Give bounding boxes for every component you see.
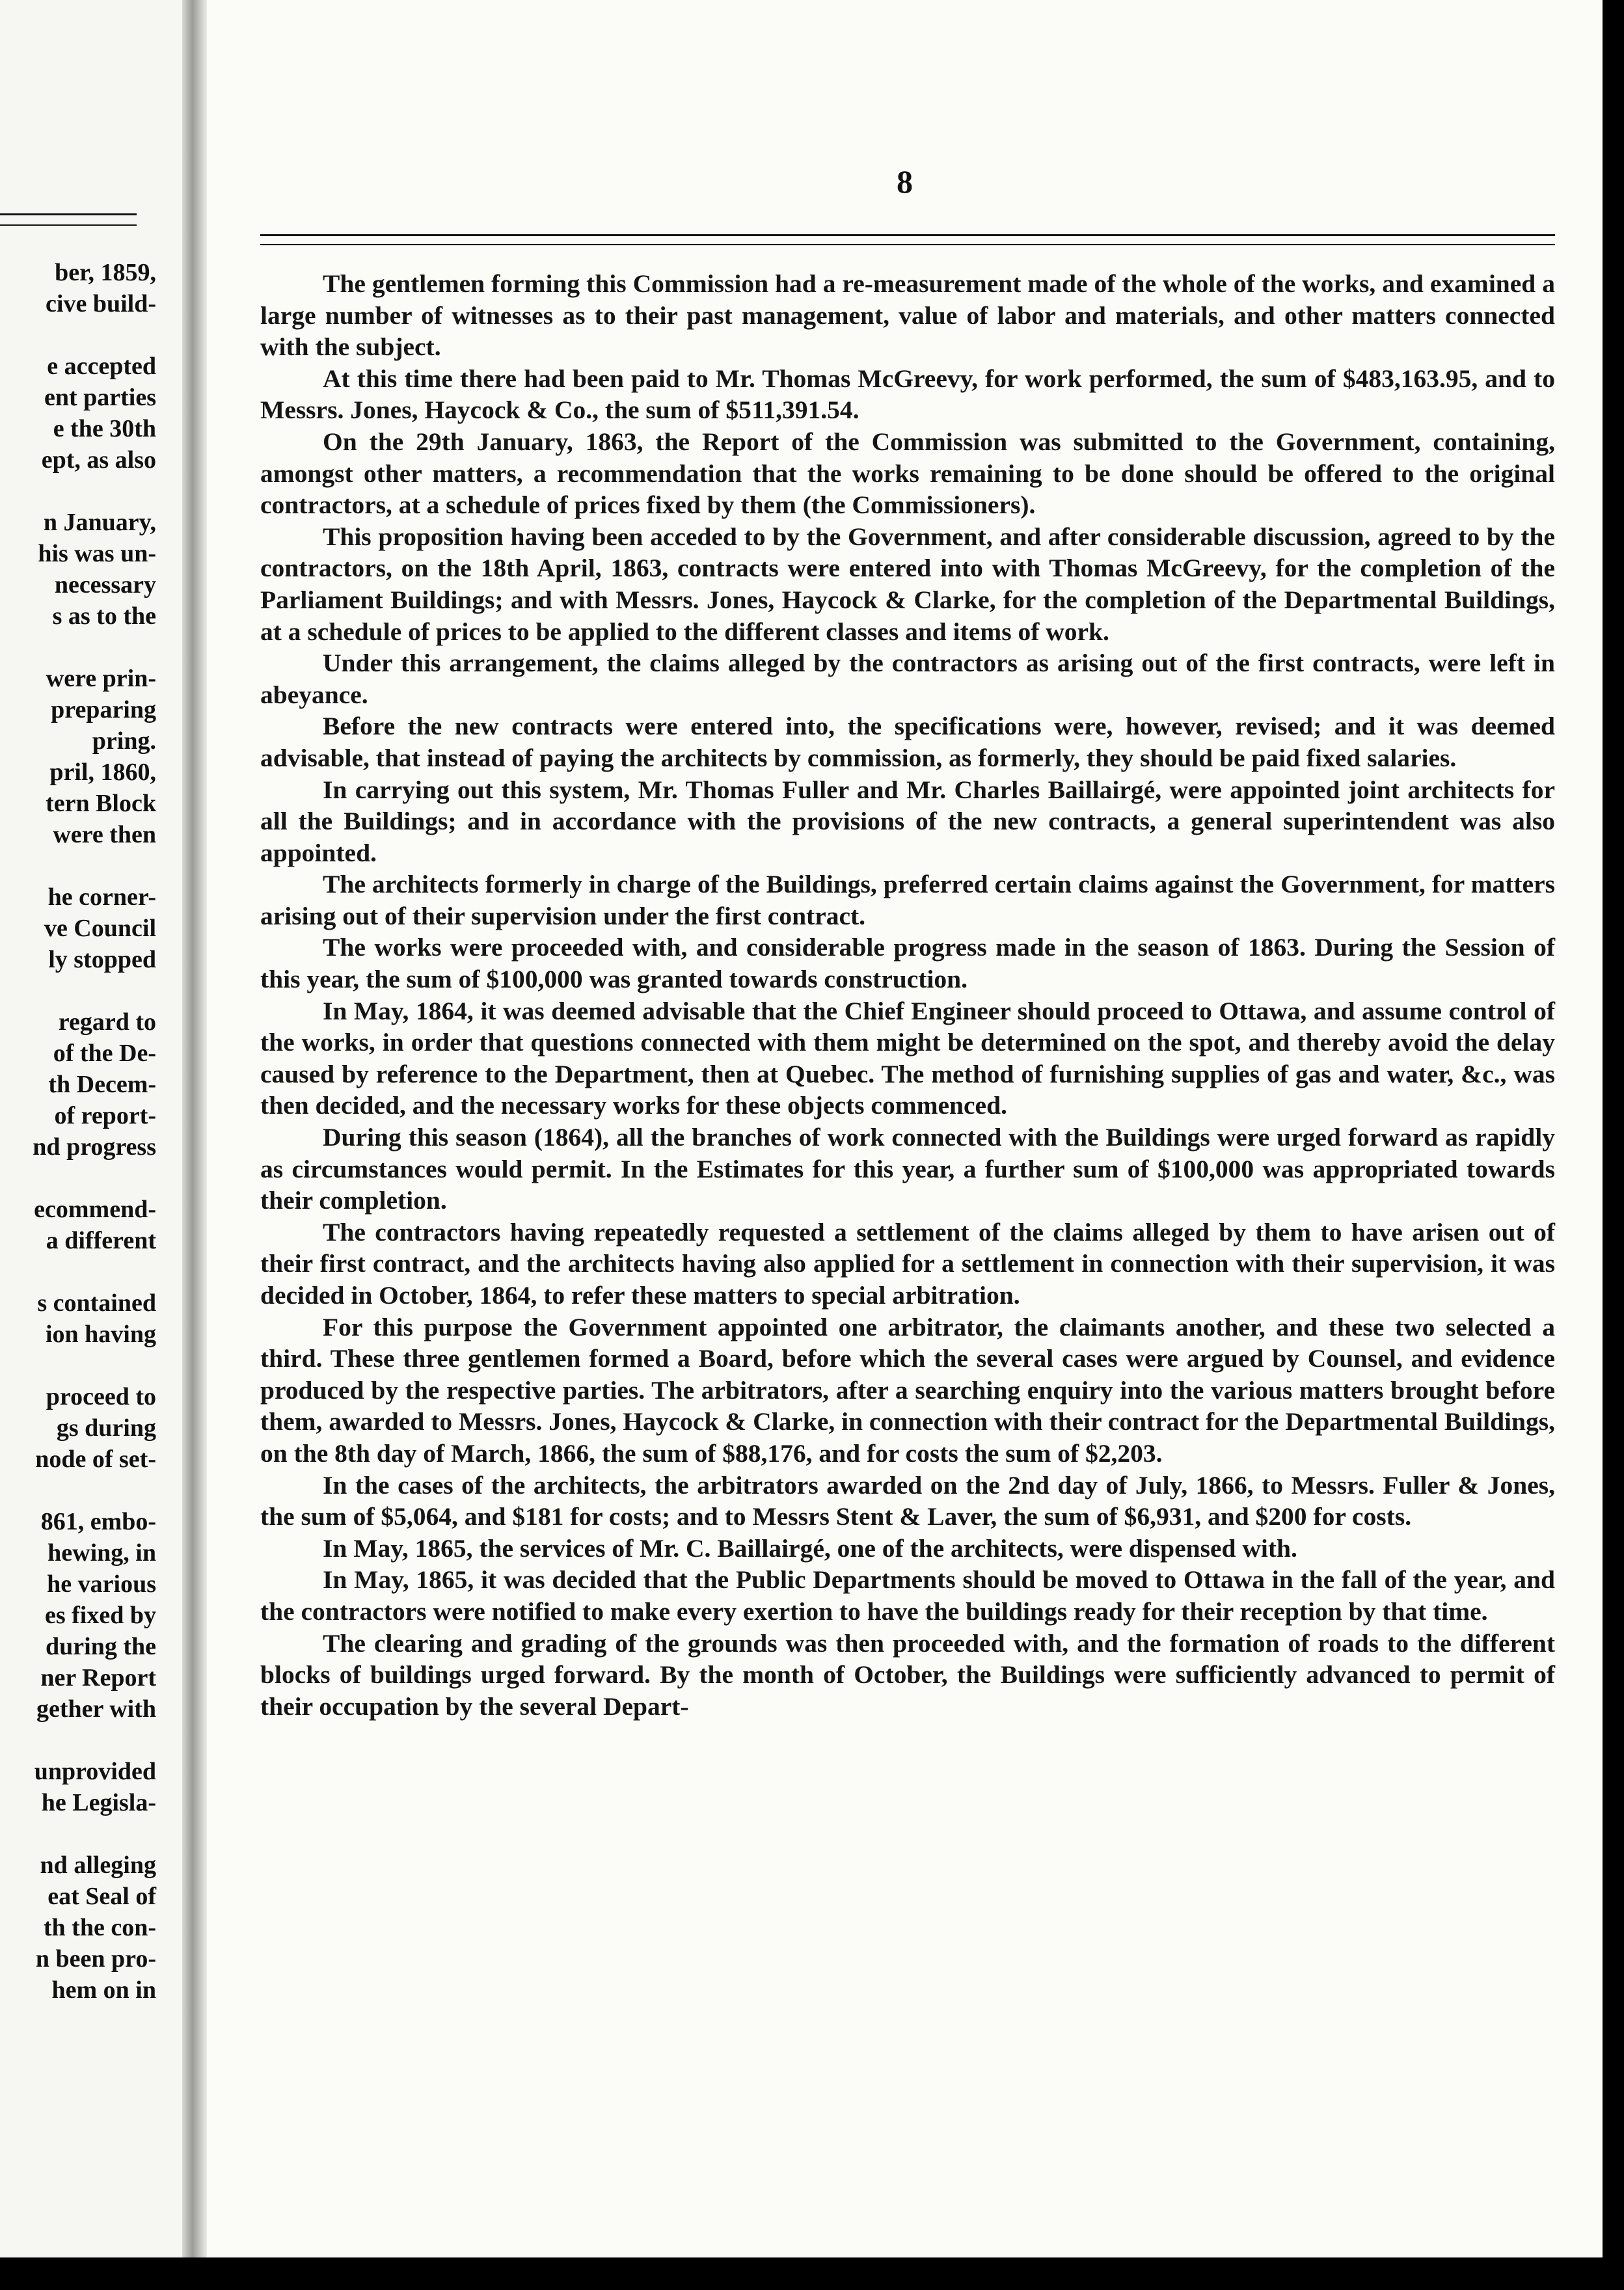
paragraph: In May, 1865, it was decided that the Public Departments should be moved to Ottawa in the fall of the year, and the contractors were notified to make every exertion to have the buildings ready for their reception by that time. bbox=[260, 1565, 1555, 1626]
paragraph: The works were proceeded with, and considerable progress made in the season of 1863. During the Session of this year, the sum of $100,000 was granted towards construction. bbox=[260, 933, 1555, 994]
paragraph: In the cases of the architects, the arbitrators awarded on the 2nd day of July, 1866, to Messrs. Fuller & Jones, the sum of $5,064, and $181 for costs; and to Messrs Stent & Laver, the sum of $6,931, and $200 for costs. bbox=[260, 1470, 1555, 1531]
facing-page-line: ion having bbox=[45, 1321, 156, 1348]
facing-page-line: he corner- bbox=[47, 883, 156, 911]
facing-page-line: e the 30th bbox=[53, 415, 156, 442]
paragraph: At this time there had been paid to Mr. Thomas McGreevy, for work performed, the sum of $483,163.95, and to Messrs. Jones, Haycock & Co., the sum of $511,391.54. bbox=[260, 364, 1555, 425]
facing-page-line: 861, embo- bbox=[40, 1508, 156, 1535]
facing-page-line: unprovided bbox=[34, 1758, 156, 1785]
scan-border bbox=[0, 2257, 1624, 2290]
facing-page-line: ber, 1859, bbox=[55, 259, 156, 286]
facing-page-line: s contained bbox=[37, 1289, 156, 1317]
facing-page-line: s as to the bbox=[52, 602, 156, 630]
facing-page-line: proceed to bbox=[46, 1383, 156, 1410]
paragraph: The gentlemen forming this Commission had a re-measurement made of the whole of the works, and examined a large number of witnesses as to their past management, value of labor and materials, and other matters connected with the subject. bbox=[260, 269, 1555, 362]
facing-page-line: preparing bbox=[51, 696, 156, 723]
facing-page-line: nd progress bbox=[33, 1133, 156, 1161]
facing-page-line: ly stopped bbox=[48, 946, 156, 973]
facing-page-line: ve Council bbox=[44, 915, 156, 942]
facing-page-line: pril, 1860, bbox=[49, 759, 156, 786]
facing-page-line: eat Seal of bbox=[47, 1883, 156, 1910]
facing-page-line: during the bbox=[46, 1633, 156, 1660]
facing-page-line: th the con- bbox=[43, 1914, 156, 1941]
facing-page-line: cive build- bbox=[46, 290, 156, 317]
facing-page-line: e accepted bbox=[47, 353, 156, 380]
paragraph: For this purpose the Government appointed one arbitrator, the claimants another, and these two selected a third. These three gentlemen formed a Board, before which the several cases were argued by Counsel, and evidence produced by the respective parties. The arbitrators, after a searching enquiry into the various matters brought before them, awarded to Messrs. Jones, Haycock & Clarke, in connection with their contract for the Departmental Buildings, on the 8th day of March, 1866, the sum of $88,176, and for costs the sum of $2,203. bbox=[260, 1312, 1555, 1468]
facing-page-line: were prin- bbox=[46, 665, 156, 692]
facing-page-line: he Legisla- bbox=[41, 1789, 156, 1816]
facing-page-line: necessary bbox=[54, 571, 156, 599]
facing-page-line: es fixed by bbox=[45, 1602, 156, 1629]
facing-page-line: n January, bbox=[43, 509, 156, 536]
header-rule bbox=[260, 234, 1555, 245]
facing-page-line: of the De- bbox=[53, 1040, 156, 1067]
body-text bbox=[260, 268, 1555, 1722]
facing-page-line: pring. bbox=[92, 727, 156, 755]
facing-page-line: ent parties bbox=[44, 384, 156, 411]
paragraph: In carrying out this system, Mr. Thomas Fuller and Mr. Charles Baillairgé, were appointed joint architects for all the Buildings; and in accordance with the provisions of the new contracts, a general superintendent was also appointed. bbox=[260, 775, 1555, 867]
facing-page-line: tern Block bbox=[46, 790, 156, 817]
facing-page-line: gs during bbox=[56, 1414, 156, 1442]
paragraph: In May, 1864, it was deemed advisable that the Chief Engineer should proceed to Ottawa, and assume control of the works, in order that questions connected with them might be determined on the spot, and thereby avoid the delay caused by reference to the Department, then at Quebec. The method of furnishing supplies of gas and water, &c., was then decided, and the necessary works for these objects commenced. bbox=[260, 996, 1555, 1120]
facing-page-line: ept, as also bbox=[41, 446, 156, 474]
facing-page-line: ner Report bbox=[40, 1664, 156, 1691]
paragraph: This proposition having been acceded to by the Government, and after considerable discussion, agreed to by the contractors, on the 18th April, 1863, contracts were entered into with Thomas McGreevy, for the completion of the Parliament Buildings; and with Messrs. Jones, Haycock & Clarke, for the completion of the Departmental Buildings, at a schedule of prices to be applied to the different classes and items of work. bbox=[260, 522, 1555, 646]
facing-page-line: regard to bbox=[58, 1008, 156, 1036]
facing-page-line: n been pro- bbox=[35, 1945, 156, 1973]
paragraph: The clearing and grading of the grounds was then proceeded with, and the formation of roads to the different blocks of buildings urged forward. By the month of October, the Buildings were sufficiently advanced to permit of their occupation by the several Depart- bbox=[260, 1628, 1555, 1721]
facing-page-line: he various bbox=[47, 1570, 156, 1598]
paragraph: The architects formerly in charge of the Buildings, preferred certain claims against the Government, for matters arising out of their supervision under the first contract. bbox=[260, 870, 1555, 930]
document-page bbox=[207, 0, 1603, 2257]
facing-page-line: nd alleging bbox=[40, 1852, 156, 1879]
paragraph: In May, 1865, the services of Mr. C. Baillairgé, one of the architects, were dispensed with. bbox=[323, 1533, 1297, 1563]
facing-page-line: gether with bbox=[36, 1695, 156, 1723]
facing-page-line: of report- bbox=[54, 1102, 156, 1129]
facing-page-line: his was un- bbox=[38, 540, 156, 567]
facing-page-line: th Decem- bbox=[48, 1071, 156, 1098]
facing-page-line: hem on in bbox=[51, 1976, 156, 2004]
page-number: 8 bbox=[897, 163, 913, 200]
paragraph: Before the new contracts were entered into, the specifications were, however, revised; and it was deemed advisable, that instead of paying the architects by commission, as formerly, they should be paid fixed salaries. bbox=[260, 712, 1555, 772]
paragraph: On the 29th January, 1863, the Report of the Commission was submitted to the Government, containing, amongst other matters, a recommendation that the works remaining to be done should be offered to the original contractors, at a schedule of prices fixed by them (the Commissioners). bbox=[260, 427, 1555, 520]
facing-page-line: node of set- bbox=[35, 1446, 156, 1473]
facing-page-fragment bbox=[0, 0, 195, 2257]
facing-page-line: ecommend- bbox=[34, 1196, 156, 1223]
paragraph: During this season (1864), all the branches of work connected with the Buildings were urged forward as rapidly as circumstances would permit. In the Estimates for this year, a further sum of $100,000 was appropriated towards their completion. bbox=[260, 1123, 1555, 1215]
paragraph: Under this arrangement, the claims alleged by the contractors as arising out of the first contracts, were left in abeyance. bbox=[260, 649, 1555, 709]
facing-page-rule bbox=[0, 213, 137, 226]
paragraph: The contractors having repeatedly requested a settlement of the claims alleged by them to have arisen out of their first contract, and the architects having also applied for a settlement in connection with their supervision, it was decided in October, 1864, to refer these matters to special arbitration. bbox=[260, 1217, 1555, 1310]
facing-page-line: were then bbox=[53, 821, 156, 848]
facing-page-line: a different bbox=[46, 1227, 156, 1254]
book-gutter bbox=[182, 0, 208, 2257]
facing-page-line: hewing, in bbox=[47, 1539, 156, 1567]
